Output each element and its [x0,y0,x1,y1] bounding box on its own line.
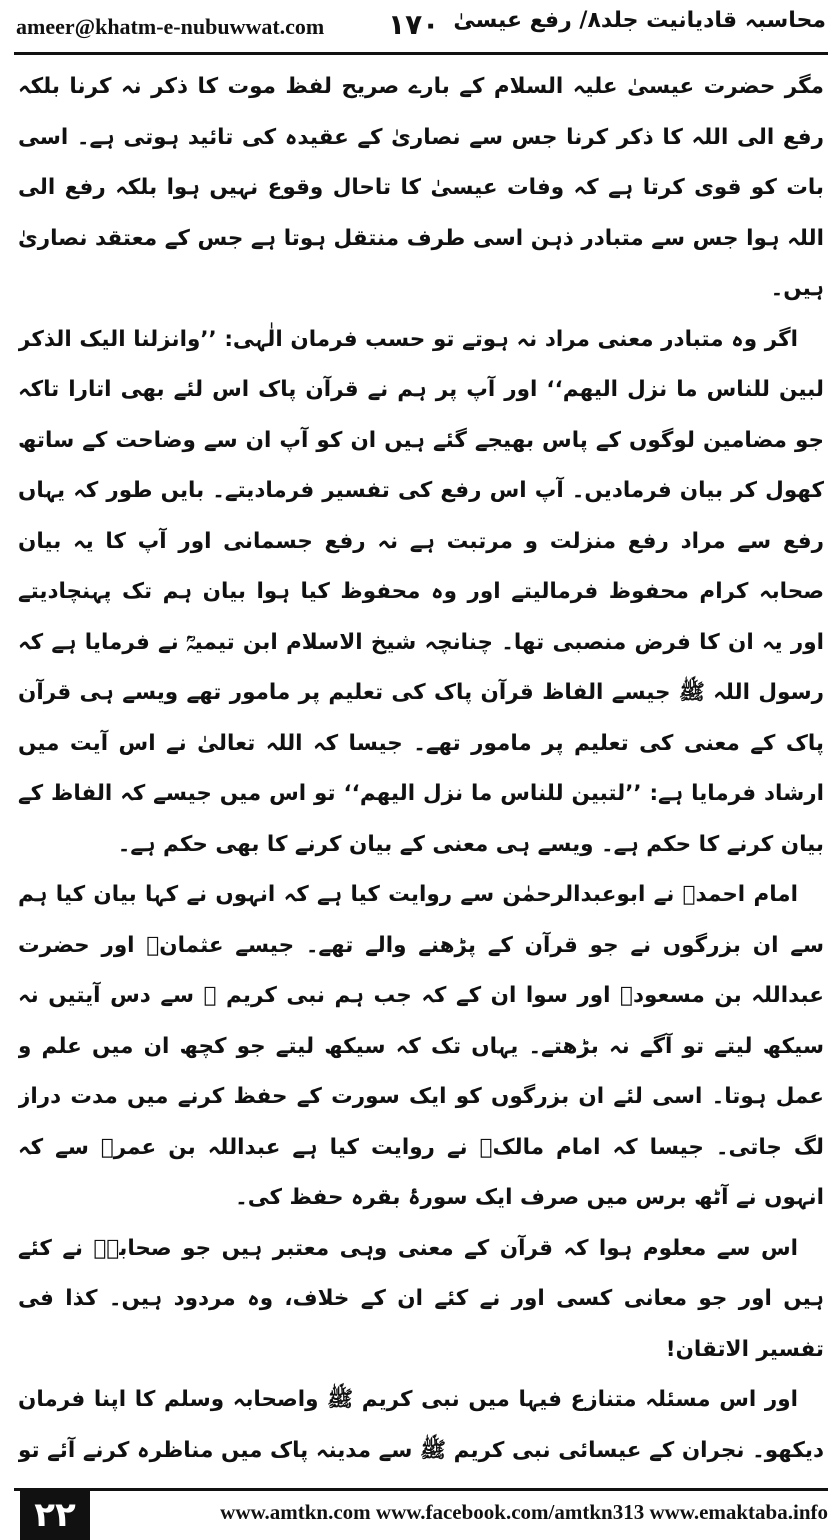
paragraph-1: مگر حضرت عیسیٰ علیہ السلام کے بارے صریح لفظ موت کا ذکر نہ کرنا بلکہ رفع الی اللہ کا ذکر کرنا جس سے نصاریٰ کے عقیدہ کی تائید ہوتی ہے۔ اسی بات کو قوی کرتا ہے کہ وفات عیسیٰ کا تاحال وقوع نہیں ہوا بلکہ رفع الی اللہ ہوا جس سے متبادر ذہن اسی طرف منتقل ہوتا ہے جس کے معتقد نصاریٰ ہیں۔ [18,74,824,301]
footer-urls[interactable]: www.amtkn.com www.facebook.com/amtkn313 www.emaktaba.info [220,1500,828,1524]
header-book-title: محاسبہ قادیانیت جلد۸/ رفع عیسیٰ [453,8,826,33]
paragraph-4: اس سے معلوم ہوا کہ قرآن کے معنی وہی معتبر ہیں جو صحابہؓ نے کئے ہیں اور جو معانی کسی اور نے کئے ان کے خلاف، وہ مردود ہیں۔ کذا فی تفسیر الاتقان! [18,1235,824,1362]
footer-page-number: ۲۲ [20,1490,90,1540]
header-rule [14,52,828,55]
paragraph-3: امام احمدؒ نے ابوعبدالرحمٰن سے روایت کیا ہے کہ انہوں نے کہا بیان کیا ہم سے ان بزرگوں نے جو قرآن کے پڑھنے والے تھے۔ جیسے عثمانؓ اور حضرت عبداللہ بن مسعودؓ اور سوا ان کے کہ جب ہم نبی کریم ﷺ سے دس آیتیں نہ سیکھ لیتے تو آگے نہ بڑھتے۔ یہاں تک کہ سیکھ لیتے جو کچھ ان میں علم و عمل ہوتا۔ اسی لئے ان بزرگوں کو ایک سورت کے حفظ کرنے میں مدت دراز لگ جاتی۔ جیسا کہ امام مالکؒ نے روایت کیا ہے عبداللہ بن عمرؓ سے کہ انہوں نے آٹھ برس میں صرف ایک سورۂ بقرہ حفظ کی۔ [18,882,824,1210]
paragraph-2: اگر وہ متبادر معنی مراد نہ ہوتے تو حسب فرمان الٰہی: ’’وانزلنا الیک الذکر لبین للناس ما نزل الیھم‘‘ اور آپ پر ہم نے قرآن پاک اس لئے بھی اتارا تاکہ جو مضامین لوگوں کے پاس بھیجے گئے ہیں ان کو آپ ان سے وضاحت کے ساتھ کھول کر بیان فرمادیں۔ آپ اس رفع کی تفسیر فرمادیتے۔ بایں طور کہ یہاں رفع سے مراد رفع منزلت و مرتبت ہے نہ رفع جسمانی اور آپ کا یہ بیان صحابہ کرام محفوظ فرمالیتے اور وہ محفوظ کیا ہوا بیان ہم تک پہنچادیتے اور یہ ان کا فرض منصبی تھا۔ چنانچہ شیخ الاسلام ابن تیمیہؒ نے فرمایا ہے کہ رسول اللہ ﷺ جیسے الفاظ قرآن پاک کی تعلیم پر مامور تھے ویسے ہی قرآن پاک کے معنی کی تعلیم پر مامور تھے۔ جیسا کہ اللہ تعالیٰ نے اس آیت میں ارشاد فرمایا ہے: ’’لتبین للناس ما نزل الیھم‘‘ تو اس میں جیسے کہ الفاظ کے بیان کرنے کا حکم ہے۔ ویسے ہی معنی کے بیان کرنے کا بھی حکم ہے۔ [18,326,824,857]
page-header [16,6,826,46]
page-body [18,62,824,1482]
header-email[interactable]: ameer@khatm-e-nubuwwat.com [16,14,325,39]
page-footer [0,1488,840,1540]
footer-rule [14,1488,828,1491]
header-page-number: ۱۷۰ [388,8,440,41]
paragraph-5: اور اس مسئلہ متنازع فیہا میں نبی کریم ﷺ واصحابہ وسلم کا اپنا فرمان دیکھو۔ نجران کے عیسائی نبی کریم ﷺ سے مدینہ پاک میں مناظرہ کرنے آئے تو [18,1387,824,1463]
